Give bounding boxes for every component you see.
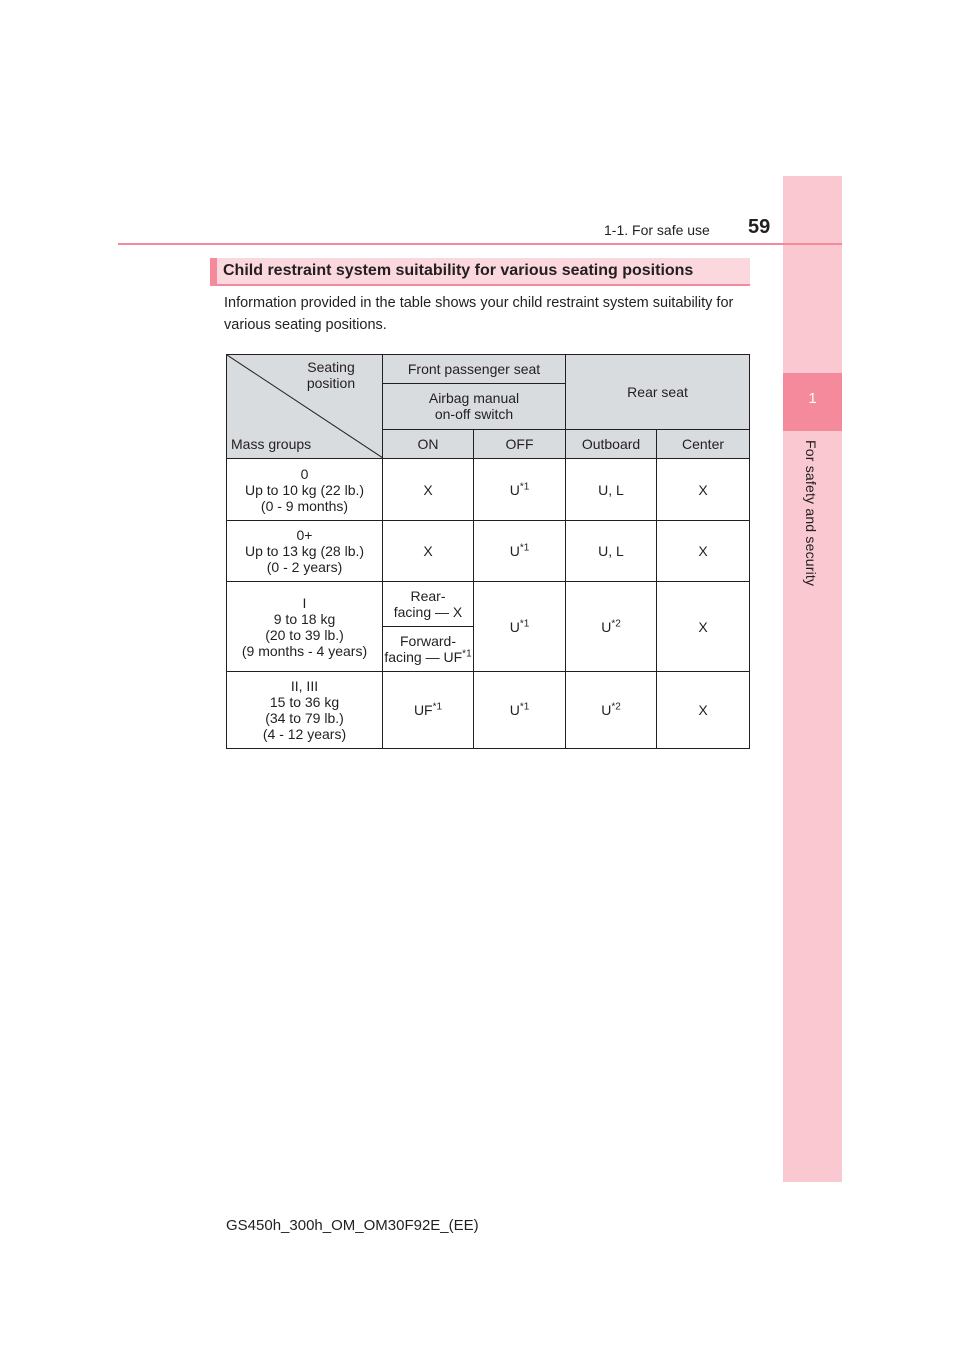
on-value: UF <box>413 702 433 718</box>
section-accent <box>210 258 217 286</box>
center-header: Center <box>657 429 750 458</box>
mass-group-weight: Up to 10 kg (22 lb.) <box>244 481 365 498</box>
airbag-switch-label: Airbag manual on-off switch <box>428 390 520 423</box>
mass-group-name: I <box>302 594 307 611</box>
mass-group-age: (4 - 12 years) <box>262 726 347 742</box>
on-cell <box>383 672 474 749</box>
header-section: 1-1. For safe use <box>604 222 710 238</box>
footnote-ref: *1 <box>519 480 530 492</box>
corner-seating-position: Seating position <box>306 359 356 391</box>
mass-group-cell <box>227 672 383 749</box>
on-forward-facing-cell <box>383 627 474 672</box>
footnote-ref: *1 <box>519 617 530 629</box>
outboard-cell: U, L <box>566 521 657 582</box>
center-cell: X <box>657 521 750 582</box>
on-header: ON <box>383 429 474 458</box>
off-cell <box>474 582 566 672</box>
off-value: U <box>509 618 520 635</box>
rear-facing-line2: facing — X <box>393 604 463 620</box>
chapter-side-tab <box>783 176 842 1182</box>
page-number: 59 <box>748 216 771 238</box>
chapter-number: 1 <box>783 373 842 431</box>
on-cell: X <box>383 521 474 582</box>
mass-group-cell <box>227 582 383 672</box>
mass-group-name: 0 <box>300 465 309 482</box>
mass-group-cell <box>227 459 383 521</box>
mass-group-name: II, III <box>290 678 319 694</box>
forward-facing-line1: Forward- <box>399 633 456 649</box>
forward-facing-line2 <box>383 649 473 665</box>
rear-facing-line1: Rear- <box>410 588 446 604</box>
off-header: OFF <box>474 429 566 458</box>
table-row <box>227 582 750 627</box>
mass-group-weight-lb: (20 to 39 lb.) <box>265 626 344 643</box>
footnote-ref: *2 <box>611 617 621 629</box>
on-cell: X <box>383 459 474 521</box>
outboard-cell: U, L <box>566 459 657 521</box>
footnote-ref: *1 <box>519 542 530 554</box>
front-passenger-header: Front passenger seat <box>383 355 566 384</box>
suitability-table <box>226 354 750 749</box>
mass-group-weight: Up to 13 kg (28 lb.) <box>244 543 365 559</box>
outboard-value: U <box>601 702 612 718</box>
on-rear-facing-cell <box>383 582 474 627</box>
footnote-ref: *2 <box>611 701 621 713</box>
mass-group-weight: 15 to 36 kg <box>269 694 340 710</box>
off-cell <box>474 672 566 749</box>
mass-group-name: 0+ <box>296 527 313 543</box>
off-cell <box>474 521 566 582</box>
chapter-label: For safety and security <box>803 440 819 587</box>
outboard-cell <box>566 582 657 672</box>
section-title: Child restraint system suitability for various seating positions <box>223 262 694 279</box>
outboard-cell <box>566 672 657 749</box>
off-value: U <box>509 702 520 718</box>
mass-group-age: (0 - 9 months) <box>260 497 349 514</box>
mass-group-weight-lb: (34 to 79 lb.) <box>265 710 344 726</box>
header-rule <box>118 243 842 245</box>
table-row <box>227 521 750 582</box>
mass-group-weight: 9 to 18 kg <box>273 610 336 627</box>
outboard-value: U <box>601 618 612 635</box>
table-row <box>227 672 750 749</box>
table-row <box>227 459 750 521</box>
center-cell: X <box>657 672 750 749</box>
rear-seat-header: Rear seat <box>566 355 750 430</box>
center-cell: X <box>657 459 750 521</box>
center-cell: X <box>657 582 750 672</box>
corner-mass-groups: Mass groups <box>231 436 312 452</box>
off-value: U <box>509 543 520 559</box>
footer-doc-id: GS450h_300h_OM_OM30F92E_(EE) <box>226 1217 479 1234</box>
footnote-ref: *1 <box>432 701 443 713</box>
corner-cell <box>227 355 383 459</box>
outboard-header: Outboard <box>566 429 657 458</box>
mass-group-cell <box>227 521 383 582</box>
off-cell <box>474 459 566 521</box>
intro-paragraph: Information provided in the table shows your child restraint system suitability for various seating positions. <box>224 295 734 333</box>
mass-group-age: (0 - 2 years) <box>266 559 343 575</box>
footnote-ref: *1 <box>462 648 472 660</box>
mass-group-age: (9 months - 4 years) <box>241 642 368 659</box>
footnote-ref: *1 <box>519 701 530 713</box>
forward-facing-value: facing — UF <box>384 649 463 665</box>
section-heading <box>210 258 750 286</box>
off-value: U <box>509 481 520 498</box>
airbag-switch-header <box>383 384 566 429</box>
